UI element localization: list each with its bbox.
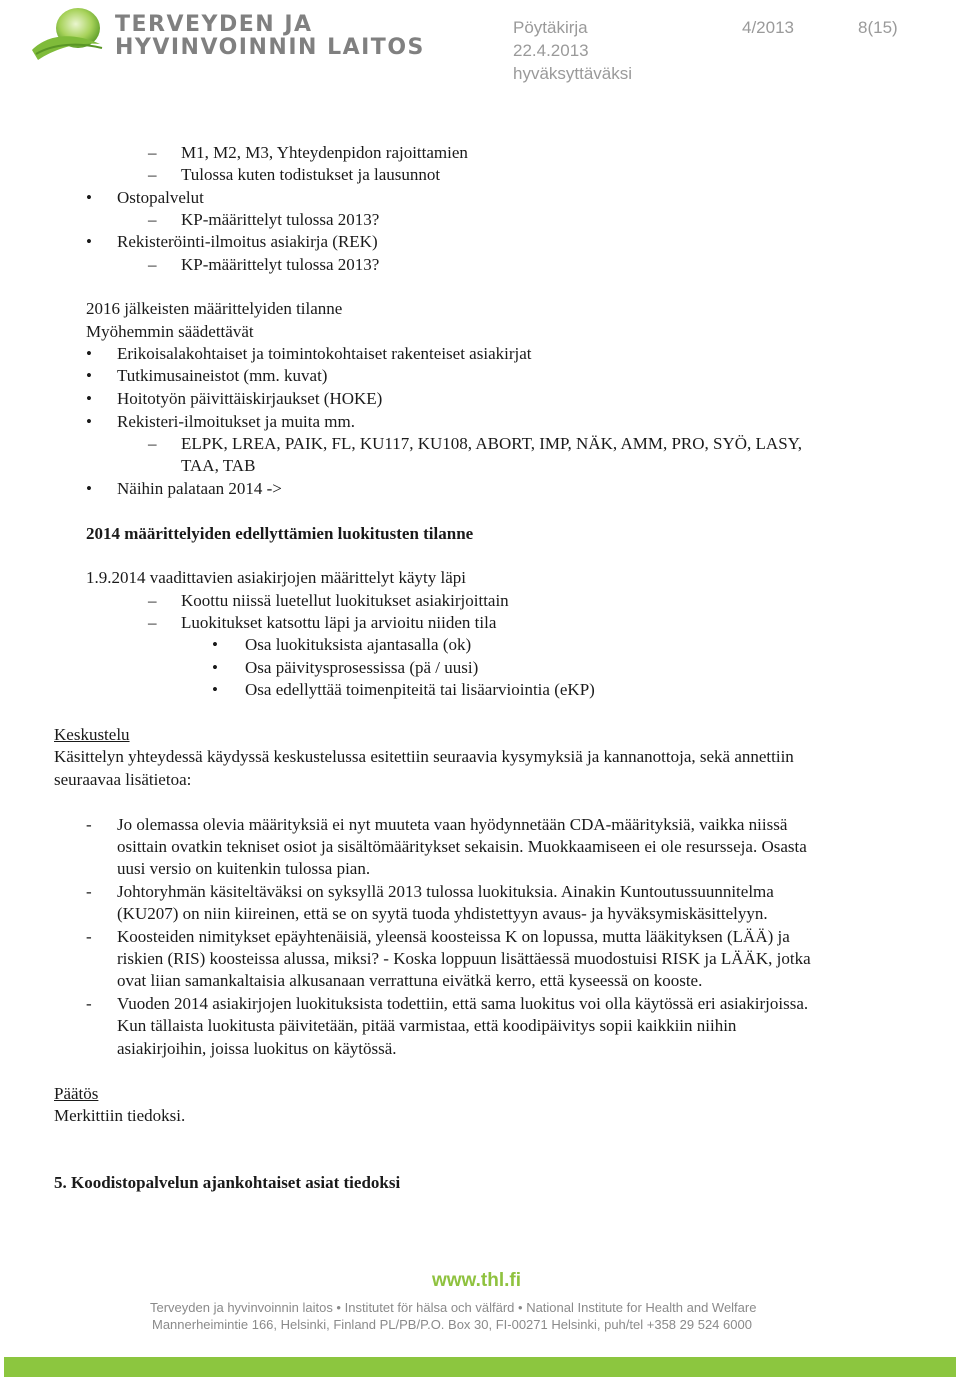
dash-marker: – (148, 434, 157, 453)
bullet-marker: • (212, 635, 218, 654)
footer-website[interactable]: www.thl.fi (432, 1270, 522, 1291)
dash-marker: – (148, 255, 157, 274)
bullet-marker: • (212, 680, 218, 699)
doc-date: 22.4.2013 (513, 41, 589, 60)
thl-logo (28, 4, 108, 64)
dash-marker: – (148, 613, 157, 632)
discussion-item: Johtoryhmän käsiteltäväksi on syksyllä 2013 tulossa luokituksia. Ainakin Kuntoutussuunnitelma (117, 882, 774, 901)
bullet-marker: • (212, 658, 218, 677)
discussion-intro: Käsittelyn yhteydessä käydyssä keskustelussa esitettiin seuraavia kysymyksiä ja kannanottoja, sekä annettiin (54, 747, 794, 766)
footer-org-line: Terveyden ja hyvinvoinnin laitos • Institutet för hälsa och välfärd • National Institute for Health and Welfare (150, 1300, 757, 1315)
dash-marker: – (148, 165, 157, 184)
section-heading-bold: 2014 määrittelyiden edellyttämien luokitusten tilanne (86, 524, 474, 543)
bullet-marker: • (86, 232, 92, 251)
list-item-continuation: TAA, TAB (181, 456, 256, 475)
list-item: KP-määrittelyt tulossa 2013? (181, 210, 380, 229)
list-item: Luokitukset katsottu läpi ja arvioitu niiden tila (181, 613, 497, 632)
bullet-marker: • (86, 188, 92, 207)
list-item: Rekisteröinti-ilmoitus asiakirja (REK) (117, 232, 378, 251)
discussion-item: Vuoden 2014 asiakirjojen luokituksista todettiin, että sama luokitus voi olla käytössä eri asiakirjoissa. (117, 994, 809, 1013)
doc-status: hyväksyttäväksi (513, 64, 633, 83)
discussion-item: ovat liian samankaltaisia alkusanaan verrattuna eivätkä kerro, että kyseessä on kooste. (117, 971, 703, 990)
discussion-item: asiakirjoihin, joissa luokitus on käytössä. (117, 1039, 397, 1058)
discussion-item: (KU207) on niin kiireinen, että se on syytä tuoda yhdistettyyn avaus- ja hyväksymiskäsittelyyn. (117, 904, 768, 923)
discussion-item: Jo olemassa olevia määrityksiä ei nyt muuteta vaan hyödynnetään CDA-määrityksiä, vaikka niissä (117, 815, 788, 834)
dash-marker: – (148, 591, 157, 610)
section-heading: Myöhemmin säädettävät (86, 322, 254, 341)
discussion-item: uusi versio on kuitenkin tulossa pian. (117, 859, 371, 878)
list-item: Ostopalvelut (117, 188, 204, 207)
hyphen-marker: - (86, 994, 92, 1013)
list-item: Hoitotyön päivittäiskirjaukset (HOKE) (117, 389, 383, 408)
thl-leaf-logo-icon (28, 4, 108, 64)
discussion-intro: seuraavaa lisätietoa: (54, 770, 192, 789)
discussion-item: Kun tällaista luokitusta päivitetään, pitää varmistaa, että koodipäivitys sopii kaikkiin niihin (117, 1016, 737, 1035)
org-name-line2: HYVINVOINNIN LAITOS (115, 35, 425, 60)
list-item: Osa edellyttää toimenpiteitä tai lisäarviointia (eKP) (245, 680, 595, 699)
doc-type: Pöytäkirja (513, 18, 588, 37)
list-item: Rekisteri-ilmoitukset ja muita mm. (117, 412, 355, 431)
bullet-marker: • (86, 412, 92, 431)
list-item: Tulossa kuten todistukset ja lausunnot (181, 165, 441, 184)
list-item: Näihin palataan 2014 -> (117, 479, 282, 498)
list-item: ELPK, LREA, PAIK, FL, KU117, KU108, ABORT, IMP, NÄK, AMM, PRO, SYÖ, LASY, (181, 434, 802, 453)
hyphen-marker: - (86, 815, 92, 834)
list-item: M1, M2, M3, Yhteydenpidon rajoittamien (181, 143, 468, 162)
list-item: Osa luokituksista ajantasalla (ok) (245, 635, 472, 654)
paragraph: 1.9.2014 vaadittavien asiakirjojen määrittelyt käyty läpi (86, 568, 467, 587)
section-heading: 2016 jälkeisten määrittelyiden tilanne (86, 299, 343, 318)
bullet-marker: • (86, 389, 92, 408)
footer-green-bar (4, 1357, 956, 1377)
discussion-item: osittain ovatkin tekniset osiot ja sisältömääritykset sekaisin. Muokkaamiseen ei ole resursseja. Osasta (117, 837, 807, 856)
decision-text: Merkittiin tiedoksi. (54, 1106, 186, 1125)
org-name-line1: TERVEYDEN JA (115, 12, 313, 37)
discussion-item: Koosteiden nimitykset epäyhtenäisiä, yleensä koosteissa K on lopussa, mutta lääkityksen (LÄÄ) ja (117, 927, 790, 946)
discussion-title: Keskustelu (54, 725, 130, 744)
page-number: 8(15) (858, 18, 898, 37)
discussion-item: riskien (RIS) koosteissa alussa, miksi? - Koska loppuun lisättäessä muodostuisi RISK ja LÄÄK, jotka (117, 949, 811, 968)
dash-marker: – (148, 210, 157, 229)
list-item: KP-määrittelyt tulossa 2013? (181, 255, 380, 274)
hyphen-marker: - (86, 882, 92, 901)
list-item: Tutkimusaineistot (mm. kuvat) (117, 366, 328, 385)
list-item: Koottu niissä luetellut luokitukset asiakirjoittain (181, 591, 509, 610)
hyphen-marker: - (86, 927, 92, 946)
list-item: Erikoisalakohtaiset ja toimintokohtaiset rakenteiset asiakirjat (117, 344, 532, 363)
list-item: Osa päivitysprosessissa (pä / uusi) (245, 658, 479, 677)
bullet-marker: • (86, 479, 92, 498)
section-5-heading: 5. Koodistopalvelun ajankohtaiset asiat tiedoksi (54, 1173, 401, 1192)
decision-title: Päätös (54, 1084, 99, 1103)
dash-marker: – (148, 143, 157, 162)
doc-number: 4/2013 (742, 18, 794, 37)
bullet-marker: • (86, 344, 92, 363)
footer-address-line: Mannerheimintie 166, Helsinki, Finland PL/PB/P.O. Box 30, FI-00271 Helsinki, puh/tel +358 29 524 6000 (152, 1317, 752, 1332)
bullet-marker: • (86, 366, 92, 385)
